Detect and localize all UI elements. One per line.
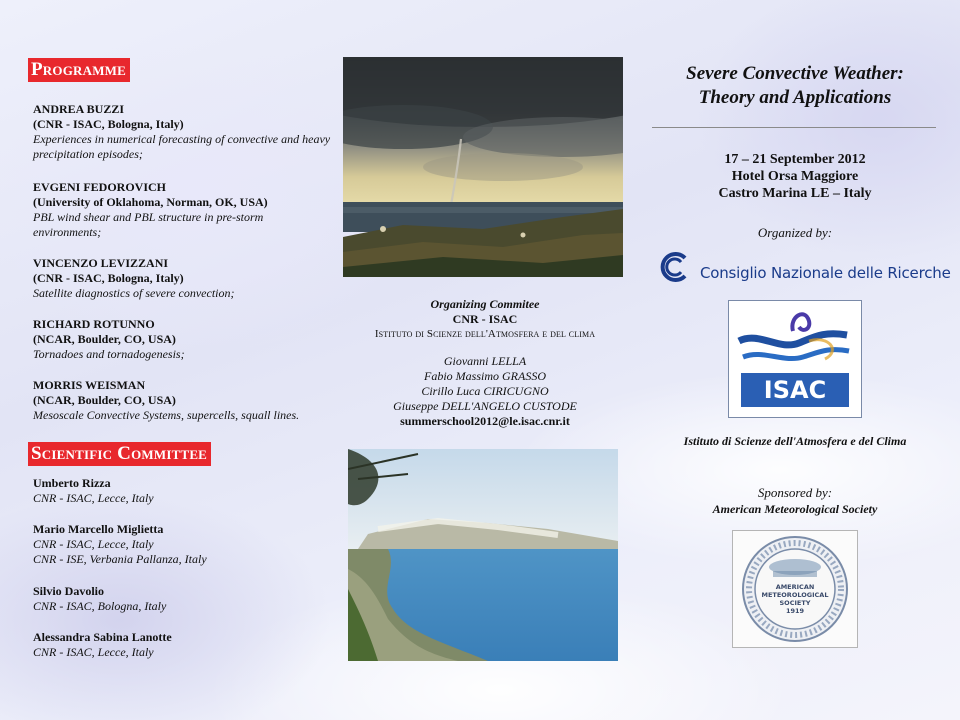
member-affiliation: CNR - ISE, Verbania Pallanza, Italy (33, 552, 207, 566)
organized-by-label: Organized by: (757, 225, 833, 240)
committee-member (33, 476, 333, 506)
organizer-name: Giovanni LELLA (443, 354, 527, 368)
organizer-name: Fabio Massimo GRASSO (424, 369, 546, 383)
speaker-name: RICHARD ROTUNNO (33, 317, 155, 331)
event-title (645, 62, 945, 110)
event-venue: Hotel Orsa Maggiore (731, 169, 859, 184)
speaker-topic: PBL wind shear and PBL structure in pre-storm environments; (33, 210, 264, 239)
organizing-title: Organizing Commitee (430, 297, 540, 311)
ams-seal-text (733, 583, 857, 615)
sponsored-by-label: Sponsored by: (757, 485, 833, 500)
event-title-line2: Theory and Applications (698, 87, 892, 108)
organizer-name: Cirillo Luca CIRICUGNO (421, 384, 549, 398)
speaker-affiliation: (NCAR, Boulder, CO, USA) (33, 393, 176, 407)
member-name: Mario Marcello Miglietta (33, 522, 164, 536)
ams-seal-line: METEOROLOGICAL (761, 591, 829, 599)
isac-logo (728, 300, 862, 418)
isac-full-name: Istituto di Scienze dell'Atmosfera e del Clima (683, 434, 907, 448)
committee-member (33, 522, 333, 567)
programme-heading: Programme (28, 58, 130, 82)
coastline-photo (348, 449, 618, 661)
speaker-name: ANDREA BUZZI (33, 102, 125, 116)
speaker-affiliation: (CNR - ISAC, Bologna, Italy) (33, 117, 184, 131)
ams-seal-year: 1919 (785, 607, 805, 615)
ams-seal-line: AMERICAN (775, 583, 815, 591)
speaker-entry (33, 102, 333, 162)
speaker-topic: Satellite diagnostics of severe convection; (33, 286, 235, 300)
event-dates: 17 – 21 September 2012 (724, 152, 866, 167)
scientific-committee-heading: Scientific Committee (28, 442, 211, 466)
member-affiliation: CNR - ISAC, Lecce, Italy (33, 537, 154, 551)
committee-member (33, 630, 333, 660)
speaker-topic: Tornadoes and tornadogenesis; (33, 347, 185, 361)
cnr-name: Consiglio Nazionale delle Ricerche (700, 264, 951, 282)
ams-seal (732, 530, 858, 648)
speaker-affiliation: (CNR - ISAC, Bologna, Italy) (33, 271, 184, 285)
member-affiliation: CNR - ISAC, Bologna, Italy (33, 599, 167, 613)
event-title-line1: Severe Convective Weather: (686, 63, 904, 84)
organizing-institute: Istituto di Scienze dell'Atmosfera e del clima (374, 328, 596, 340)
organizing-committee (330, 297, 640, 429)
member-name: Umberto Rizza (33, 476, 111, 490)
member-name: Silvio Davolio (33, 584, 105, 598)
speaker-entry (33, 317, 333, 362)
speaker-entry (33, 180, 333, 240)
isac-logo-text: ISAC (763, 376, 827, 404)
title-divider (652, 127, 936, 128)
cnr-logo-icon (659, 252, 693, 287)
sponsor-name: American Meteorological Society (712, 502, 878, 516)
speaker-name: MORRIS WEISMAN (33, 378, 146, 392)
member-affiliation: CNR - ISAC, Lecce, Italy (33, 645, 154, 659)
speaker-affiliation: (University of Oklahoma, Norman, OK, USA) (33, 195, 268, 209)
member-name: Alessandra Sabina Lanotte (33, 630, 172, 644)
speaker-affiliation: (NCAR, Boulder, CO, USA) (33, 332, 176, 346)
organizer-name: Giuseppe DELL'ANGELO CUSTODE (393, 399, 577, 413)
speaker-name: EVGENI FEDOROVICH (33, 180, 167, 194)
speaker-entry (33, 378, 343, 423)
event-location: Castro Marina LE – Italy (718, 186, 872, 201)
speaker-name: VINCENZO LEVIZZANI (33, 256, 169, 270)
committee-member (33, 584, 333, 614)
speaker-topic: Mesoscale Convective Systems, supercells, squall lines. (33, 408, 300, 422)
organizing-org: CNR - ISAC (452, 312, 518, 326)
speaker-entry (33, 256, 333, 301)
event-details (645, 151, 945, 202)
organizer-list (330, 354, 640, 414)
member-affiliation: CNR - ISAC, Lecce, Italy (33, 491, 154, 505)
contact-email: summerschool2012@le.isac.cnr.it (400, 414, 570, 428)
waterspout-photo (343, 57, 623, 277)
speaker-topic: Experiences in numerical forecasting of convective and heavy precipitation episodes; (33, 132, 331, 161)
ams-seal-line: SOCIETY (779, 599, 811, 607)
